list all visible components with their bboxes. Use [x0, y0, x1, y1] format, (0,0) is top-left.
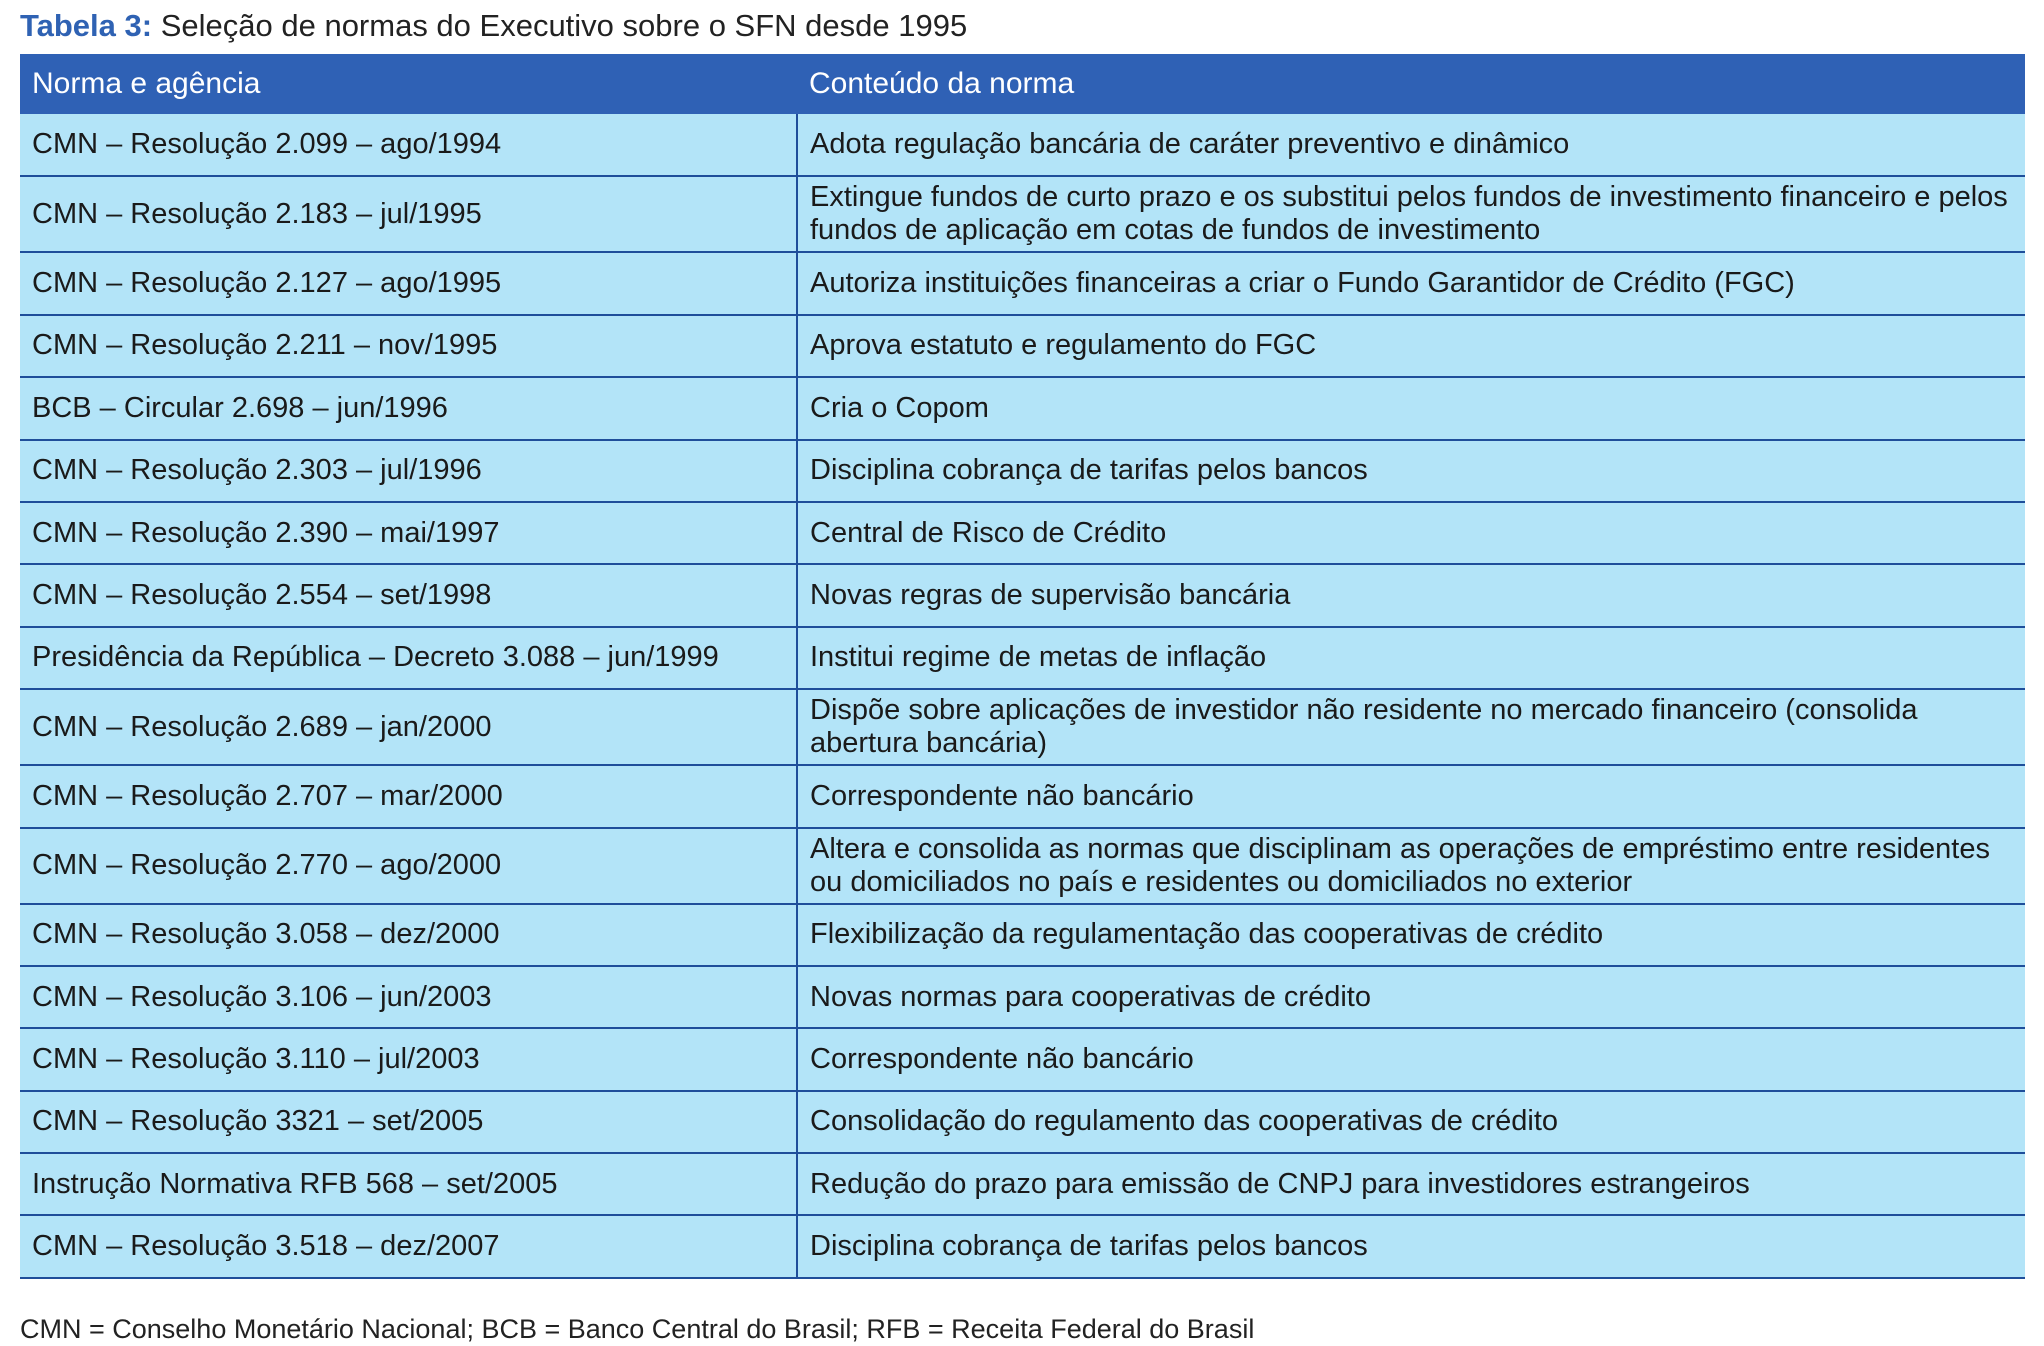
conteudo-cell: Redução do prazo para emissão de CNPJ para investidores estrangeiros	[797, 1153, 2025, 1215]
table-row	[20, 1091, 2025, 1153]
column-header-conteudo: Conteúdo da norma	[809, 67, 1075, 100]
norma-cell: CMN – Resolução 2.303 – jul/1996	[20, 440, 797, 502]
norma-cell: CMN – Resolução 2.770 – ago/2000	[20, 828, 797, 904]
norma-cell: CMN – Resolução 2.707 – mar/2000	[20, 765, 797, 827]
table-row	[20, 252, 2025, 314]
table-row	[20, 502, 2025, 564]
table-row	[20, 1028, 2025, 1090]
table-header-row	[20, 54, 2025, 114]
conteudo-cell: Flexibilização da regulamentação das cooperativas de crédito	[797, 904, 2025, 966]
norma-cell: CMN – Resolução 2.689 – jan/2000	[20, 689, 797, 765]
table-row	[20, 377, 2025, 439]
conteudo-cell: Disciplina cobrança de tarifas pelos bancos	[797, 440, 2025, 502]
table-row	[20, 689, 2025, 765]
conteudo-cell: Institui regime de metas de inflação	[797, 627, 2025, 689]
table-row	[20, 828, 2025, 904]
norms-table	[20, 54, 2025, 1279]
norma-cell: BCB – Circular 2.698 – jun/1996	[20, 377, 797, 439]
conteudo-cell: Altera e consolida as normas que disciplinam as operações de empréstimo entre residentes ou domiciliados no país e residentes ou domiciliados no exterior	[797, 828, 2025, 904]
table-caption-title: Seleção de normas do Executivo sobre o SFN desde 1995	[160, 8, 968, 43]
table-row	[20, 627, 2025, 689]
norma-cell: CMN – Resolução 3.518 – dez/2007	[20, 1215, 797, 1277]
conteudo-cell: Cria o Copom	[797, 377, 2025, 439]
norma-cell: Presidência da República – Decreto 3.088 – jun/1999	[20, 627, 797, 689]
norma-cell: CMN – Resolução 2.183 – jul/1995	[20, 176, 797, 252]
table-row	[20, 765, 2025, 827]
conteudo-cell: Disciplina cobrança de tarifas pelos bancos	[797, 1215, 2025, 1277]
conteudo-cell: Novas normas para cooperativas de crédito	[797, 966, 2025, 1028]
table-row	[20, 966, 2025, 1028]
conteudo-cell: Aprova estatuto e regulamento do FGC	[797, 315, 2025, 377]
norma-cell: CMN – Resolução 3.058 – dez/2000	[20, 904, 797, 966]
norma-cell: CMN – Resolução 3.110 – jul/2003	[20, 1028, 797, 1090]
norma-cell: CMN – Resolução 3.106 – jun/2003	[20, 966, 797, 1028]
table-row	[20, 176, 2025, 252]
table-row	[20, 1215, 2025, 1277]
conteudo-cell: Consolidação do regulamento das cooperativas de crédito	[797, 1091, 2025, 1153]
table-footnote: CMN = Conselho Monetário Nacional; BCB = Banco Central do Brasil; RFB = Receita Federal do Brasil	[20, 1314, 1255, 1344]
table-caption	[20, 4, 967, 48]
table-row	[20, 440, 2025, 502]
norma-cell: Instrução Normativa RFB 568 – set/2005	[20, 1153, 797, 1215]
norma-cell: CMN – Resolução 3321 – set/2005	[20, 1091, 797, 1153]
table-header	[20, 54, 2025, 114]
conteudo-cell: Novas regras de supervisão bancária	[797, 564, 2025, 626]
column-header-norma: Norma e agência	[32, 67, 261, 100]
norma-cell: CMN – Resolução 2.127 – ago/1995	[20, 252, 797, 314]
table-row	[20, 315, 2025, 377]
conteudo-cell: Adota regulação bancária de caráter preventivo e dinâmico	[797, 114, 2025, 176]
norma-cell: CMN – Resolução 2.554 – set/1998	[20, 564, 797, 626]
norma-cell: CMN – Resolução 2.390 – mai/1997	[20, 502, 797, 564]
conteudo-cell: Dispõe sobre aplicações de investidor não residente no mercado financeiro (consolida abertura bancária)	[797, 689, 2025, 765]
conteudo-cell: Autoriza instituições financeiras a criar o Fundo Garantidor de Crédito (FGC)	[797, 252, 2025, 314]
table-caption-label: Tabela 3:	[20, 8, 153, 43]
norma-cell: CMN – Resolução 2.211 – nov/1995	[20, 315, 797, 377]
table-row	[20, 1153, 2025, 1215]
table-row	[20, 904, 2025, 966]
table-row	[20, 114, 2025, 176]
norma-cell: CMN – Resolução 2.099 – ago/1994	[20, 114, 797, 176]
table-body	[20, 114, 2025, 1278]
conteudo-cell: Correspondente não bancário	[797, 1028, 2025, 1090]
conteudo-cell: Correspondente não bancário	[797, 765, 2025, 827]
conteudo-cell: Central de Risco de Crédito	[797, 502, 2025, 564]
conteudo-cell: Extingue fundos de curto prazo e os substitui pelos fundos de investimento financeiro e pelos fundos de aplicação em cotas de fundos de investimento	[797, 176, 2025, 252]
table-row	[20, 564, 2025, 626]
